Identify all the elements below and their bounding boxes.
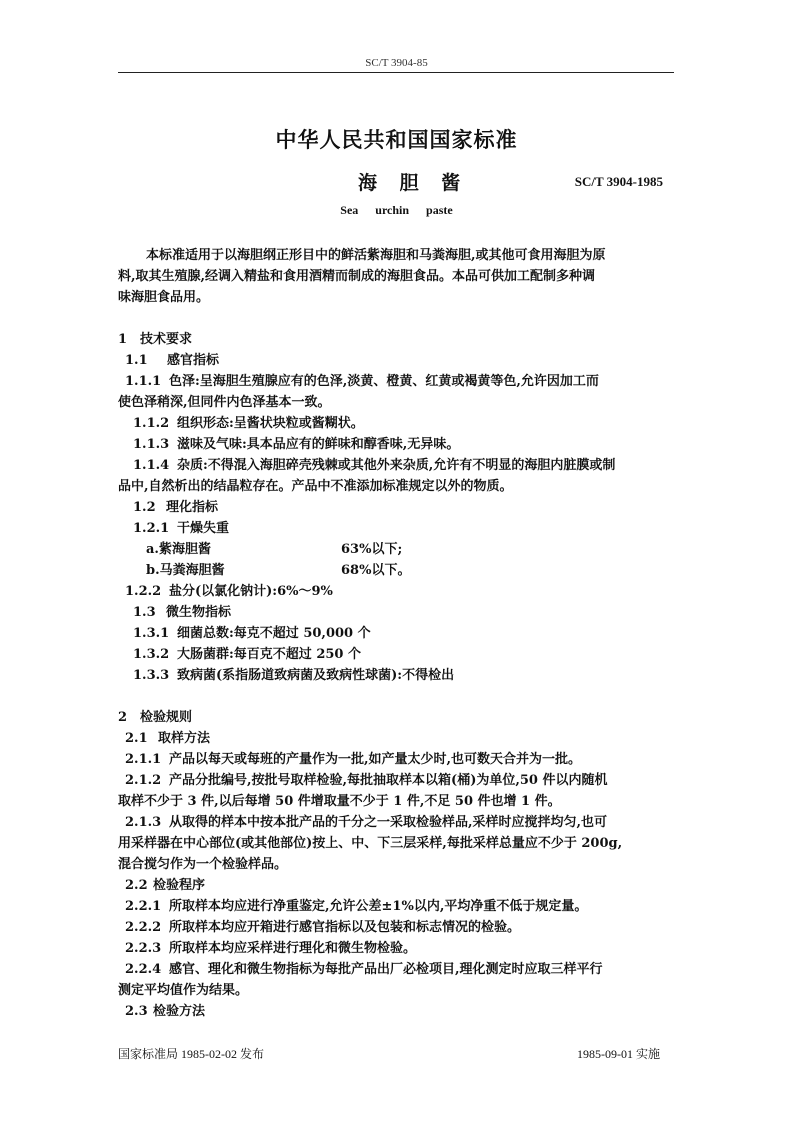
header-rule	[118, 72, 674, 73]
footer-effective: 1985-09-01 实施	[577, 1047, 660, 1061]
section-2-2: 2.2 检验程序	[125, 878, 206, 893]
section-2-2-1: 2.2.1 所取样本均应进行净重鉴定,允许公差±1%以内,平均净重不低于规定量。	[125, 899, 588, 914]
section-2-1-1: 2.1.1 产品以每天或每班的产量作为一批,如产量太少时,也可数天合并为一批。	[125, 752, 582, 767]
section-1-1-1-cont: 使色泽稍深,但同件内色泽基本一致。	[118, 395, 331, 410]
item-zi-haidan: a.紫海胆酱	[146, 542, 211, 557]
section-1-1-3: 1.1.3 滋味及气味:具本品应有的鲜味和醇香味,无异味。	[133, 437, 460, 452]
section-1-1-1: 1.1.1 色泽:呈海胆生殖腺应有的色泽,淡黄、橙黄、红黄或褐黄等色,允许因加工而	[125, 374, 599, 389]
section-1-1-4-cont: 品中,自然析出的结晶粒存在。产品中不准添加标准规定以外的物质。	[118, 479, 513, 494]
intro-line-1: 本标准适用于以海胆纲正形目中的鲜活紫海胆和马粪海胆,或其他可食用海胆为原	[146, 248, 606, 263]
section-2-1-2: 2.1.2 产品分批编号,按批号取样检验,每批抽取样本以箱(桶)为单位,50 件以内随机	[125, 773, 608, 788]
section-1-3-1: 1.3.1 细菌总数:每克不超过 50,000 个	[133, 626, 371, 641]
intro-line-3: 味海胆食品用。	[118, 290, 210, 305]
standard-number: SC/T 3904-1985	[574, 174, 663, 189]
sub-title: 海 胆 酱	[358, 172, 469, 194]
section-1-3-2: 1.3.2 大肠菌群:每百克不超过 250 个	[133, 647, 361, 662]
header-code: SC/T 3904-85	[365, 57, 428, 69]
intro-line-2: 料,取其生殖腺,经调入精盐和食用酒精而制成的海胆食品。本品可供加工配制多种调	[118, 269, 596, 284]
section-1-3: 1.3 微生物指标	[133, 605, 232, 620]
section-2: 2 检验规则	[118, 710, 193, 725]
section-1-1-4: 1.1.4 杂质:不得混入海胆碎壳残棘或其他外来杂质,允许有不明显的海胆内脏膜或制	[133, 458, 616, 473]
english-title: Sea urchin paste	[340, 203, 453, 217]
section-2-2-4-cont: 测定平均值作为结果。	[118, 983, 249, 998]
section-1-2: 1.2 理化指标	[133, 500, 219, 515]
section-1-1-2: 1.1.2 组织形态:呈酱状块粒或酱糊状。	[133, 416, 364, 431]
section-2-1-3-cont2: 混合搅匀作为一个检验样品。	[118, 857, 288, 872]
footer-issued: 国家标准局 1985-02-02 发布	[118, 1047, 264, 1061]
item-ma-value: 68%以下。	[341, 563, 411, 578]
section-1-1: 1.1 感官指标	[125, 353, 220, 368]
section-1-3-3: 1.3.3 致病菌(系指肠道致病菌及致病性球菌):不得检出	[133, 668, 455, 683]
section-2-2-2: 2.2.2 所取样本均应开箱进行感官指标以及包装和标志情况的检验。	[125, 920, 521, 935]
item-ma-haidan: b.马粪海胆酱	[146, 563, 225, 578]
section-1: 1 技术要求	[118, 332, 193, 347]
section-2-2-3: 2.2.3 所取样本均应采样进行理化和微生物检验。	[125, 941, 417, 956]
section-2-2-4: 2.2.4 感官、理化和微生物指标为每批产品出厂必检项目,理化测定时应取三样平行	[125, 962, 603, 977]
section-2-3: 2.3 检验方法	[125, 1004, 206, 1019]
section-2-1-3-cont: 用采样器在中心部位(或其他部位)按上、中、下三层采样,每批采样总量应不少于 200g,	[118, 836, 623, 851]
section-2-1-2-cont: 取样不少于 3 件,以后每增 50 件增取量不少于 1 件,不足 50 件也增 1 件。	[118, 794, 561, 809]
section-2-1-3: 2.1.3 从取得的样本中按本批产品的千分之一采取检验样品,采样时应搅拌均匀,也可	[125, 815, 608, 830]
main-title: 中华人民共和国国家标准	[275, 127, 518, 152]
item-zi-value: 63%以下;	[341, 542, 403, 557]
section-1-2-1: 1.2.1 干燥失重	[133, 521, 230, 536]
section-1-2-2: 1.2.2 盐分(以氯化钠计):6%～9%	[125, 584, 333, 599]
section-2-1: 2.1 取样方法	[125, 731, 211, 746]
